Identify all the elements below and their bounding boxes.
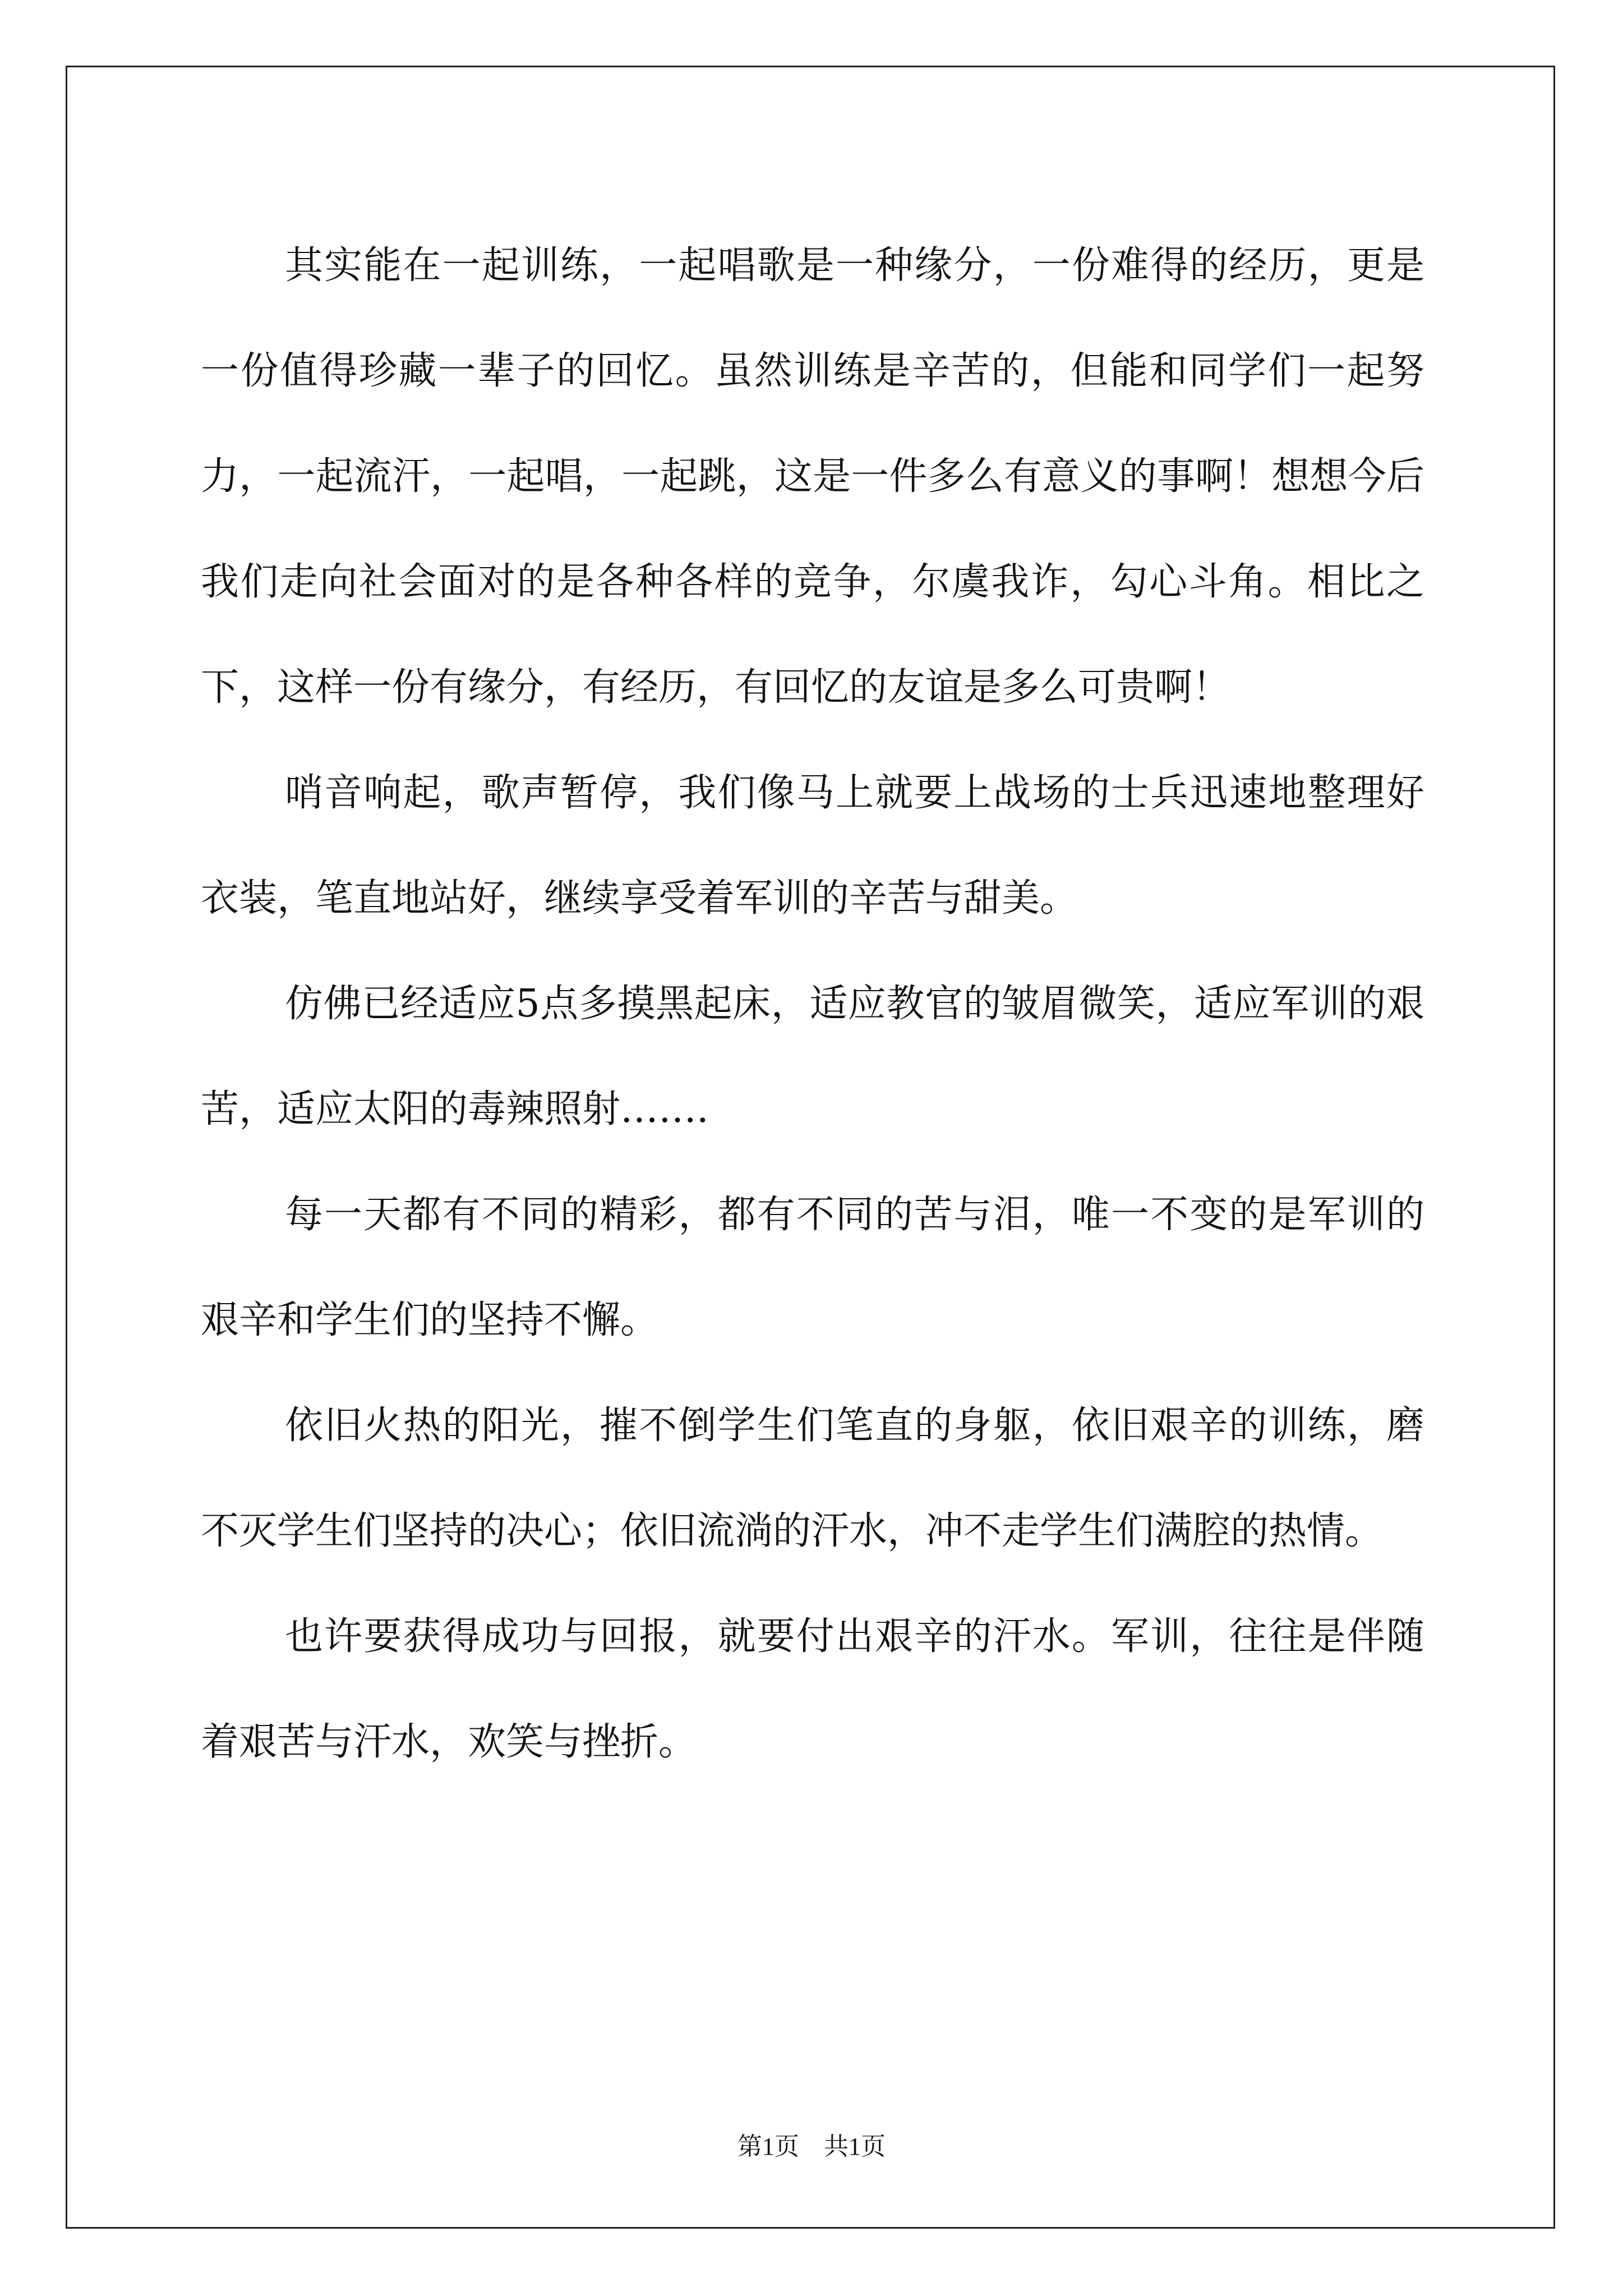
paragraph-5: 依旧火热的阳光，摧不倒学生们笔直的身躯，依旧艰辛的训练，磨不灭学生们坚持的决心；依旧流淌的汗水，冲不走学生们满腔的热情。 <box>201 1404 1424 1553</box>
page-number-footer: 第1页 共1页 <box>737 2133 886 2160</box>
paragraph-3: 仿佛已经适应5点多摸黑起床，适应教官的皱眉微笑，适应军训的艰苦，适应太阳的毒辣照射……. <box>201 982 1424 1131</box>
paragraph-6: 也许要获得成功与回报，就要付出艰辛的汗水。军训，往往是伴随着艰苦与汗水，欢笑与挫折。 <box>201 1614 1424 1764</box>
paragraph-1: 其实能在一起训练，一起唱歌是一种缘分，一份难得的经历，更是一份值得珍藏一辈子的回忆。虽然训练是辛苦的，但能和同学们一起努力，一起流汗，一起唱，一起跳，这是一件多么有意义的事啊！想想今后我们走向社会面对的是各种各样的竞争，尔虞我诈，勾心斗角。相比之下，这样一份有缘分，有经历，有回忆的友谊是多么可贵啊！ <box>201 243 1424 710</box>
paragraph-4: 每一天都有不同的精彩，都有不同的苦与泪，唯一不变的是军训的艰辛和学生们的坚持不懈。 <box>201 1193 1424 1342</box>
document-body <box>201 213 1424 1795</box>
paragraph-2: 哨音响起，歌声暂停，我们像马上就要上战场的士兵迅速地整理好衣装，笔直地站好，继续享受着军训的辛苦与甜美。 <box>201 771 1424 921</box>
